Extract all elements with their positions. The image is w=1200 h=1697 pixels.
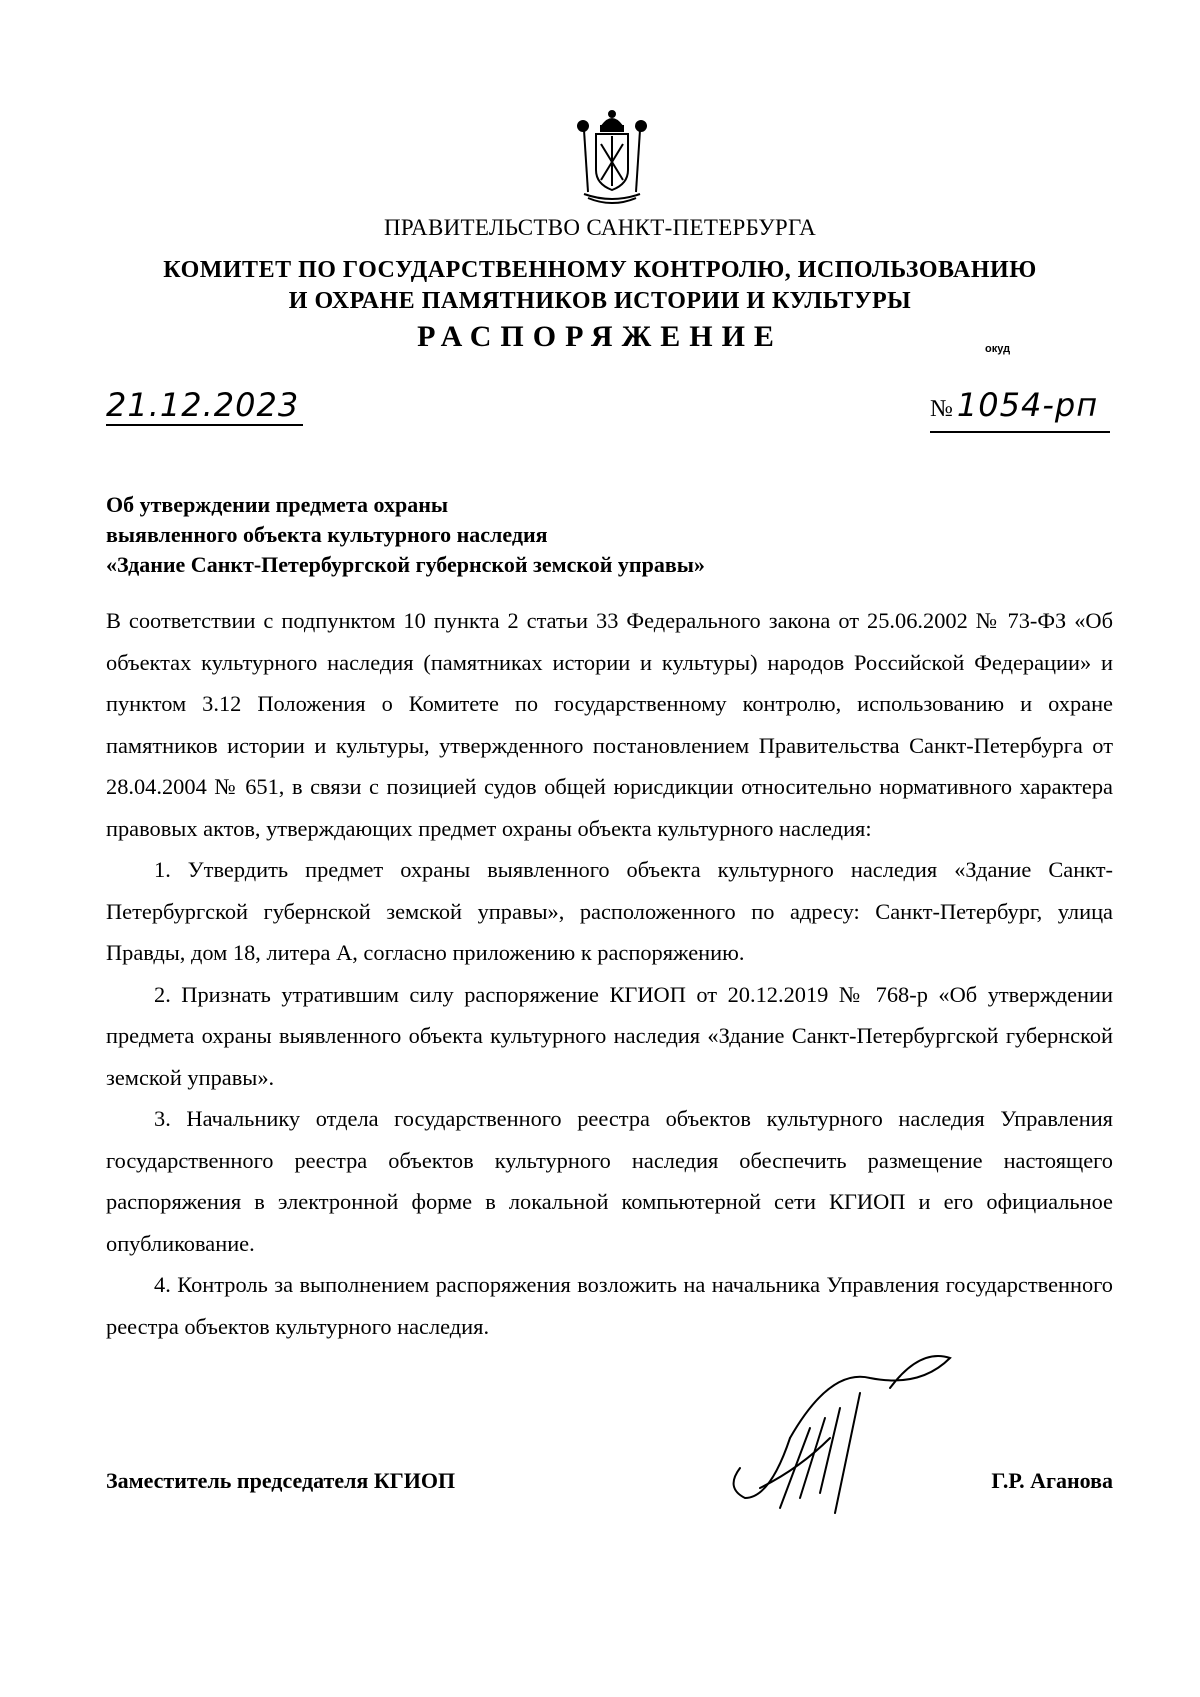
committee-line-1: КОМИТЕТ ПО ГОСУДАРСТВЕННОМУ КОНТРОЛЮ, ИСПОЛЬЗОВАНИЮ (163, 257, 1037, 283)
okud-label: окуд (985, 343, 1011, 355)
subject-line-2: выявленного объекта культурного наследия (106, 522, 548, 547)
document-type-title: РАСПОРЯЖЕНИЕ (417, 320, 783, 353)
item-4-paragraph: 4. Контроль за выполнением распоряжения возложить на начальника Управления государственного реестра объектов культурного наследия. (106, 1272, 1113, 1339)
item-1-paragraph: 1. Утвердить предмет охраны выявленного объекта культурного наследия «Здание Санкт-Петербургской губернской земской управы», расположенного по адресу: Санкт-Петербург, улица Правды, дом 18, литера А, согласно приложению к распоряжению. (106, 857, 1113, 965)
item-3-paragraph: 3. Начальнику отдела государственного реестра объектов культурного наследия Управления государственного реестра объектов культурного наследия обеспечить размещение настоящего распоряжения в электронной форме в локальной компьютерной сети КГИОП и его официальное опубликование. (106, 1106, 1113, 1256)
handwritten-signature (720, 1348, 960, 1518)
subject-line-3: «Здание Санкт-Петербургской губернской земской управы» (106, 552, 705, 577)
signatory-name: Г.Р. Агaнова (991, 1468, 1113, 1493)
document-number-field (930, 386, 1110, 433)
government-name: ПРАВИТЕЛЬСТВО САНКТ-ПЕТЕРБУРГА (383, 215, 817, 240)
committee-name (0, 255, 1200, 317)
document-date: 21.12.2023 (106, 386, 303, 426)
document-number: 1054-рп (956, 386, 1099, 424)
document-subject (106, 490, 705, 580)
subject-line-1: Об утверждении предмета охраны (106, 492, 449, 517)
preamble-paragraph: В соответствии с подпунктом 10 пункта 2 статьи 33 Федерального закона от 25.06.2002 № 73-ФЗ «Об объектах культурного наследия (памятниках истории и культуры) народов Российской Федерации» и пунктом 3.12 Положения о Комитете по государственному контролю, использованию и охране памятников истории и культуры, утвержденного постановлением Правительства Санкт-Петербурга от 28.04.2004 № 651, в связи с позицией судов общей юрисдикции относительно нормативного характера правовых актов, утверждающих предмет охраны объекта культурного наследия: (106, 608, 1113, 841)
item-2-paragraph: 2. Признать утратившим силу распоряжение КГИОП от 20.12.2019 № 768-р «Об утверждении предмета охраны выявленного объекта культурного наследия «Здание Санкт-Петербургской губернской земской управы». (106, 981, 1113, 1090)
committee-line-2: И ОХРАНЕ ПАМЯТНИКОВ ИСТОРИИ И КУЛЬТУРЫ (288, 288, 912, 314)
document-body (106, 600, 1113, 1347)
number-sign: № (930, 396, 953, 422)
signatory-title: Заместитель председателя КГИОП (106, 1468, 456, 1493)
coat-of-arms-emblem-icon (574, 108, 650, 204)
